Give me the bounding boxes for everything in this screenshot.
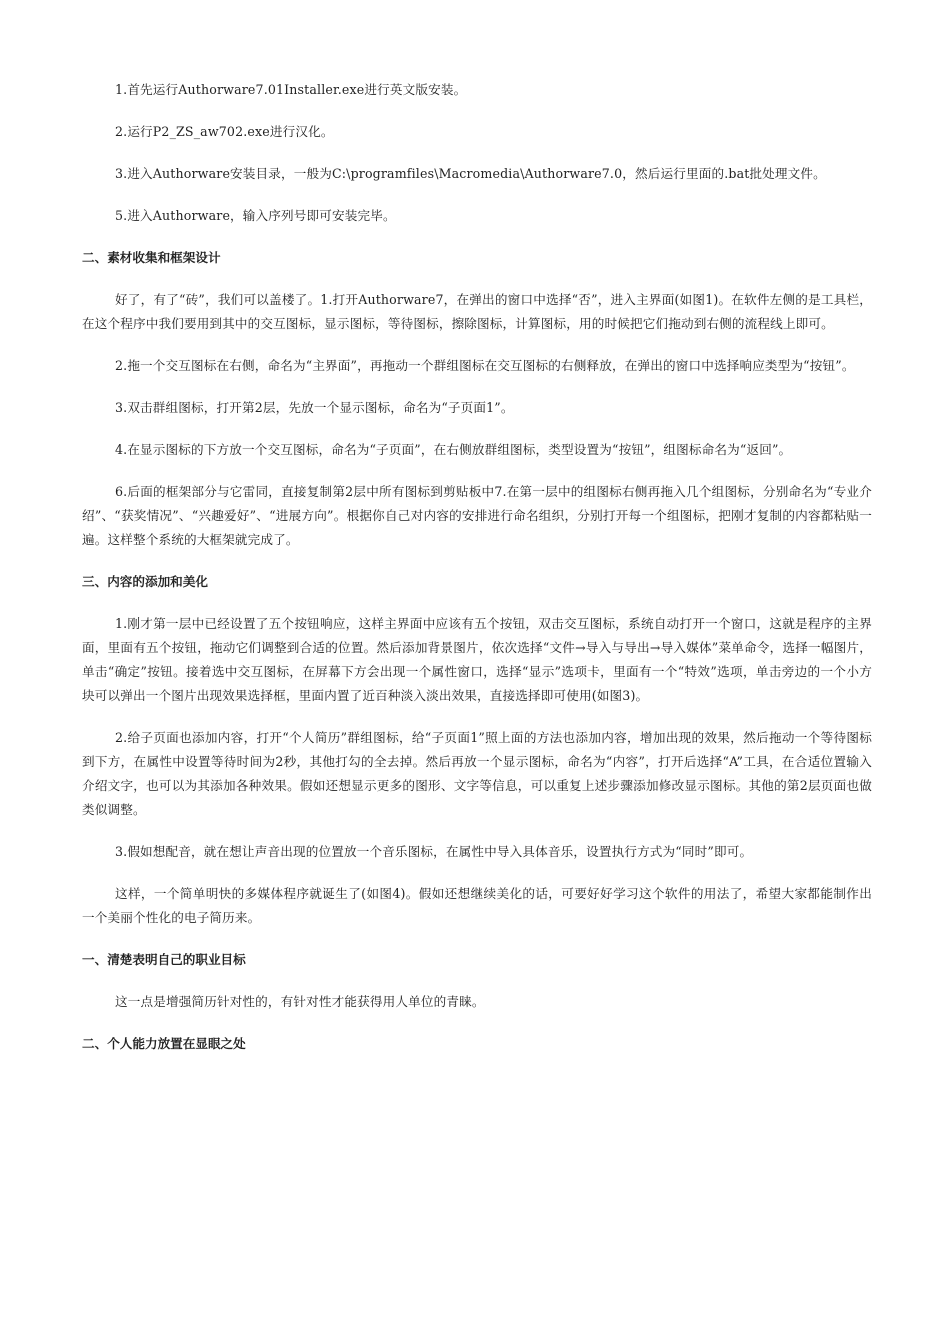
section-heading-abilities: 二、个人能力放置在显眼之处 [82,1036,246,1051]
install-step: 2.运行P2_ZS_aw702.exe进行汉化。 [115,124,334,139]
section-heading-content: 三、内容的添加和美化 [82,574,208,589]
paragraph: 1.刚才第一层中已经设置了五个按钮响应，这样主界面中应该有五个按钮，双击交互图标，系统自动打开一个窗口，这就是程序的主界面，里面有五个按钮，拖动它们调整到合适的位置。然后添加背景图片，依次选择“文件→导入与导出→导入媒体”菜单命令，选择一幅图片，单击“确定”按钮。接着选中交互图标，在屏幕下方会出现一个属性窗口，选择“显示”选项卡，里面有一个“特效”选项，单击旁边的一个小方块可以弹出一个图片出现效果选择框，里面内置了近百种淡入淡出效果，直接选择即可使用(如图3)。 [82,616,872,703]
paragraph: 3.假如想配音，就在想让声音出现的位置放一个音乐图标，在属性中导入具体音乐，设置执行方式为“同时”即可。 [115,844,753,859]
paragraph: 4.在显示图标的下方放一个交互图标，命名为“子页面”，在右侧放群组图标，类型设置为“按钮”，组图标命名为“返回”。 [115,442,792,457]
paragraph: 6.后面的框架部分与它雷同，直接复制第2层中所有图标到剪贴板中7.在第一层中的组图标右侧再拖入几个组图标，分别命名为“专业介绍”、“获奖情况”、“兴趣爱好”、“进展方向”。根据你自己对内容的安排进行命名组织，分别打开每一个组图标，把刚才复制的内容都粘贴一遍。这样整个系统的大框架就完成了。 [82,484,872,547]
paragraph: 好了，有了“砖”，我们可以盖楼了。1.打开Authorware7，在弹出的窗口中选择“否”，进入主界面(如图1)。在软件左侧的是工具栏，在这个程序中我们要用到其中的交互图标，显示图标，等待图标，擦除图标，计算图标，用的时候把它们拖动到右侧的流程线上即可。 [82,292,872,331]
install-step: 3.进入Authorware安装目录，一般为C:\programfiles\Macromedia\Authorware7.0，然后运行里面的.bat批处理文件。 [115,166,826,181]
paragraph: 3.双击群组图标，打开第2层，先放一个显示图标，命名为“子页面1”。 [115,400,514,415]
install-step: 1.首先运行Authorware7.01Installer.exe进行英文版安装。 [115,82,467,97]
paragraph: 这样，一个简单明快的多媒体程序就诞生了(如图4)。假如还想继续美化的话，可要好好学习这个软件的用法了，希望大家都能制作出一个美丽个性化的电子简历来。 [82,886,872,925]
section-heading-materials: 二、素材收集和框架设计 [82,250,221,265]
document-page [82,78,872,1056]
paragraph: 2.拖一个交互图标在右侧，命名为“主界面”，再拖动一个群组图标在交互图标的右侧释放，在弹出的窗口中选择响应类型为“按钮”。 [115,358,855,373]
section-heading-career-goal: 一、清楚表明自己的职业目标 [82,952,246,967]
install-step: 5.进入Authorware，输入序列号即可安装完毕。 [115,208,396,223]
paragraph: 这一点是增强简历针对性的，有针对性才能获得用人单位的青睐。 [115,994,485,1009]
paragraph: 2.给子页面也添加内容，打开“个人简历”群组图标，给“子页面1”照上面的方法也添加内容，增加出现的效果，然后拖动一个等待图标到下方，在属性中设置等待时间为2秒，其他打勾的全去掉。然后再放一个显示图标，命名为“内容”，打开后选择“A”工具，在合适位置输入介绍文字，也可以为其添加各种效果。假如还想显示更多的图形、文字等信息，可以重复上述步骤添加修改显示图标。其他的第2层页面也做类似调整。 [82,730,872,817]
